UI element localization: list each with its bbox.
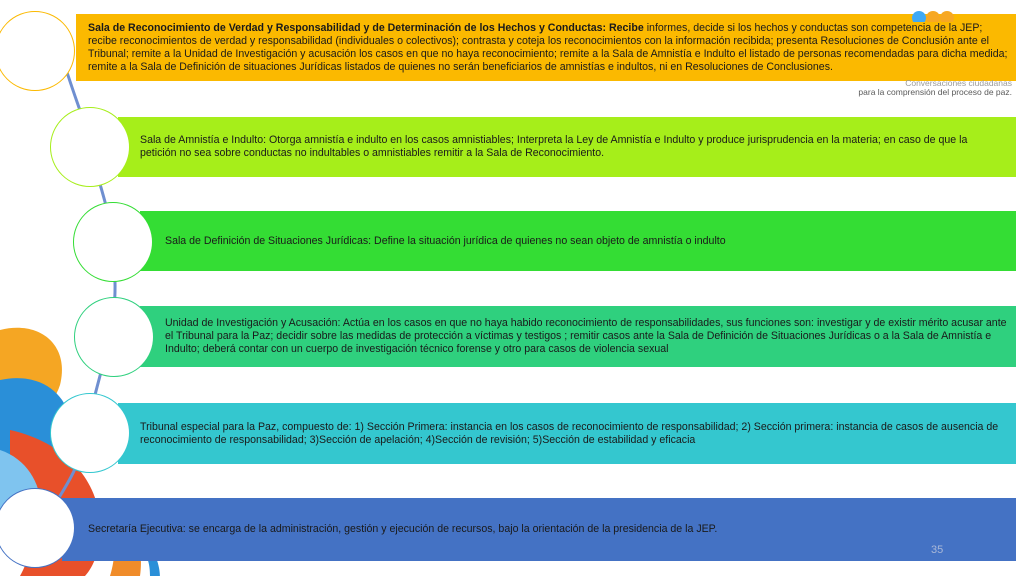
process-bar-5-text: Tribunal especial para la Paz, compuesto de: 1) Sección Primera: instancia en los casos de reconocimiento de responsabilidad; 2) Sección primera: instancia de casos de ausencia de reconocimiento de responsabilidad; 3)Sección de apelación; 4)Sección de revisión; 5)Sección de estabilidad y eficacia <box>140 420 999 446</box>
process-bar-2-text: Sala de Amnistía e Indulto: Otorga amnistía e indulto en los casos amnistiables; Interpreta la Ley de Amnistía e Indulto y produce jurisprudencia en la materia; en caso de que la petición no sea sobre conductas no indultables o amnistiables remitir a la Sala de Reconocimiento. <box>140 134 968 159</box>
process-bar-4 <box>140 306 1016 367</box>
bullet-circle-3 <box>73 202 153 282</box>
bullet-circle-5 <box>50 393 130 473</box>
process-bar-2 <box>118 117 1016 177</box>
process-bar-5 <box>118 403 1016 464</box>
process-bar-6-text: Secretaría Ejecutiva: se encarga de la administración, gestión y ejecución de recursos, bajo la orientación de la presidencia de la JEP. <box>88 523 718 535</box>
process-bar-4-text: Unidad de Investigación y Acusación: Actúa en los casos en que no haya habido reconocimiento de responsabilidades, sus funciones son: investigar y de existir mérito acusar ante el Tribunal para la Paz; decidir sobre las medidas de protección a víctimas y testigos ; remitir casos ante la Sala de Definición de Situaciones Jurídicas o a la Sala de Amnistía e Indulto; deberá contar con un cuerpo de investigación técnico forense y otro para casos de violencia sexual <box>165 317 1007 355</box>
process-bar-1-text: Sala de Reconocimiento de Verdad y Responsabilidad y de Determinación de los Hechos y Conductas: Recibe informes, decide si los hechos y conductas son competencia de la JEP; recibe reconocimientos de verdad y responsabilidad (individuales o colectivos); contrasta y coteja los reconocimientos con la información recibida; presenta Resoluciones de Conclusión ante el Tribunal; remite a la Unidad de Investigación y acusación los casos en que no haya reconocimiento; remite a la Sala de Amnistía e Indulto el listado de personas recomendadas para dicha medida; remite a la Sala de Definición de situaciones Jurídicas listados de quienes no serán beneficiarios de amnistías e indultos, ni en Resoluciones de Conclusiones. <box>88 21 1008 73</box>
process-bar-6 <box>62 498 1016 561</box>
bullet-circle-4 <box>74 297 154 377</box>
process-bar-3 <box>140 211 1016 271</box>
logo-text <box>858 79 1012 97</box>
slide-number: 35 <box>931 544 944 556</box>
logo-line-2: para la comprensión del proceso de paz. <box>858 87 1012 97</box>
process-bar-3-text: Sala de Definición de Situaciones Jurídicas: Define la situación jurídica de quienes no sean objeto de amnistía o indulto <box>165 234 726 247</box>
logo-line-1: Conversaciones ciudadanas <box>905 78 1012 88</box>
logo-icon <box>905 6 965 22</box>
process-bar-1 <box>76 14 1016 81</box>
bullet-circle-2 <box>50 107 130 187</box>
